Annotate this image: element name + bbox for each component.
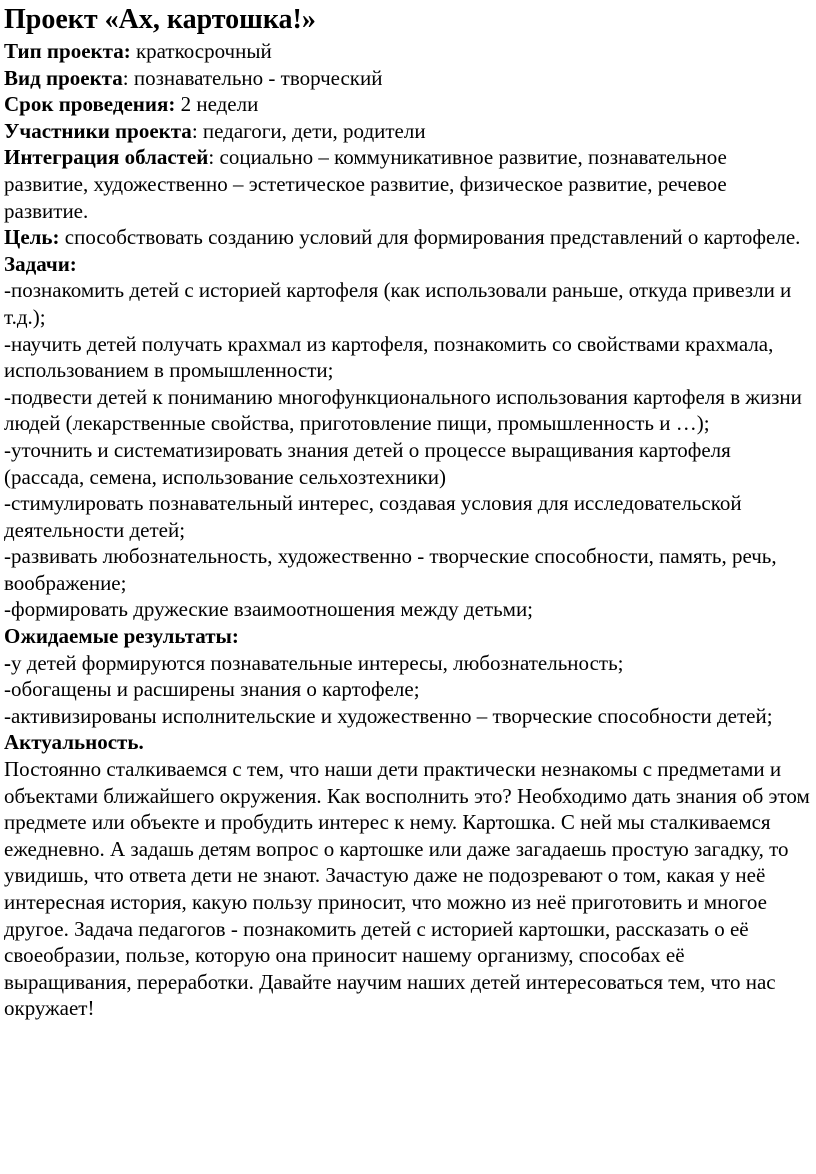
result-dash: - (4, 650, 11, 675)
project-duration-value: 2 недели (175, 92, 259, 117)
result-text: у детей формируются познавательные интересы, любознательность; (11, 650, 624, 675)
project-type-line (4, 38, 812, 65)
relevance-paragraph: Постоянно сталкиваемся с тем, что наши дети практически незнакомы с предметами и объектами ближайшего окружения. Как восполнить это? Необходимо дать знания об этом предмете или объекте и пробудить интерес к нему. Картошка. С ней мы сталкиваемся ежедневно. А задашь детям вопрос о картошке или даже загадаешь простую загадку, то увидишь, что ответа дети не знают. Зачастую даже не подозревают о том, какая у неё интересная история, какую пользу приносит, что можно из неё приготовить и многое другое. Задача педагогов - познакомить детей с историей картошки, рассказать о её своеобразии, пользе, которую она приносит нашему организму, способах её выращивания, переработки. Давайте научим наших детей интересоваться тем, что нас окружает! (4, 757, 810, 1021)
integration-areas-line (4, 144, 812, 224)
document-title: Проект «Ах, картошка!» (4, 4, 316, 35)
project-kind-line (4, 65, 812, 92)
project-kind-value: : познавательно - творческий (122, 65, 383, 90)
project-participants-label: Участники проекта (4, 118, 192, 143)
goal-line (4, 224, 812, 251)
task-item: -научить детей получать крахмал из картофеля, познакомить со свойствами крахмала, использованием в промышленности; (4, 331, 774, 383)
integration-areas-label: Интеграция областей (4, 145, 209, 170)
project-type-label: Тип проекта: (4, 39, 131, 63)
task-item: -уточнить и систематизировать знания детей о процессе выращивания картофеля (рассада, семена, использование сельхозтехники) (4, 437, 731, 489)
results-list (4, 650, 812, 730)
task-item: -развивать любознательность, художественно - творческие способности, память, речь, воображение; (4, 544, 777, 595)
task-item: -стимулировать познавательный интерес, создавая условия для исследовательской деятельности детей; (4, 491, 742, 542)
task-item: -познакомить детей с историей картофеля (как использовали раньше, откуда привезли и т.д.); (4, 278, 792, 329)
project-duration-line (4, 91, 812, 118)
project-kind-label: Вид проекта (4, 65, 123, 90)
task-item: -подвести детей к пониманию многофункционального использования картофеля в жизни людей (лекарственные свойства, приготовление пищи, промышленность и …); (4, 384, 802, 436)
result-item (4, 650, 812, 677)
goal-value: способствовать созданию условий для формирования представлений о картофеле. (59, 225, 801, 250)
result-item: -активизированы исполнительские и художественно – творческие способности детей; (4, 703, 773, 728)
integration-areas-value: : социально – коммуникативное развитие, познавательное развитие, художественно – эстетическое развитие, физическое развитие, речевое развитие. (4, 145, 727, 223)
goal-label: Цель: (4, 225, 60, 250)
project-duration-label: Срок проведения: (4, 92, 176, 117)
relevance-heading: Актуальность. (4, 730, 144, 755)
tasks-list (4, 277, 812, 623)
project-participants-line (4, 118, 812, 145)
tasks-heading: Задачи: (4, 251, 77, 276)
project-type-value: краткосрочный (130, 39, 272, 63)
project-participants-value: : педагоги, дети, родители (191, 118, 426, 143)
task-item: -формировать дружеские взаимоотношения между детьми; (4, 597, 534, 622)
results-heading: Ожидаемые результаты: (4, 624, 239, 649)
result-item: -обогащены и расширены знания о картофеле; (4, 677, 420, 702)
